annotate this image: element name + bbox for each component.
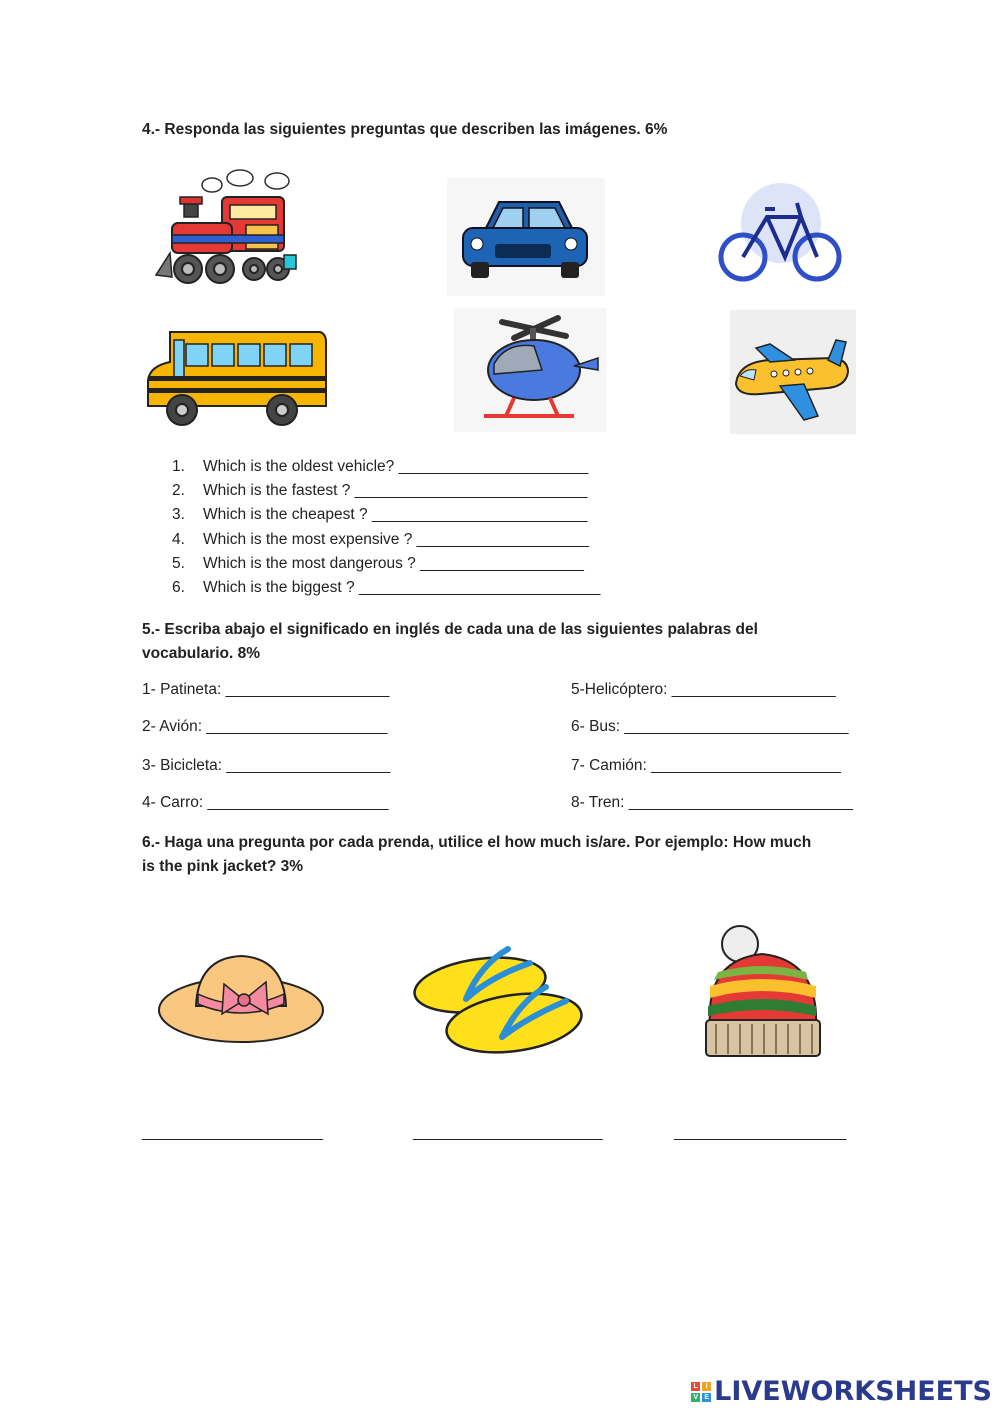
question-number: 2. xyxy=(172,482,185,500)
section-6-heading-cont: is the pink jacket? 3% xyxy=(142,858,304,875)
section-4-heading: 4.- Responda las siguientes preguntas que describen las imágenes. 6% xyxy=(142,121,668,138)
question-text[interactable]: Which is the fastest ? ___________________________ xyxy=(203,482,588,500)
question-number: 3. xyxy=(172,506,185,524)
answer-line[interactable]: _____________________ xyxy=(142,1124,324,1141)
logo-mark-icon: L I V E xyxy=(691,1382,711,1402)
list-item xyxy=(172,555,672,579)
vocab-item[interactable]: 6- Bus: __________________________ xyxy=(571,718,849,735)
question-text[interactable]: Which is the biggest ? ____________________________ xyxy=(203,578,601,596)
airplane-image xyxy=(730,310,856,434)
list-item xyxy=(172,458,672,482)
brand-name: LIVEWORKSHEETS xyxy=(714,1376,992,1407)
vocab-item[interactable]: 5-Helicóptero: ___________________ xyxy=(571,681,836,698)
answer-line[interactable]: ______________________ xyxy=(413,1124,603,1141)
car-image xyxy=(447,178,605,296)
list-item xyxy=(172,482,672,506)
question-text[interactable]: Which is the most expensive ? ____________________ xyxy=(203,530,590,548)
section-5-heading-cont: vocabulario. 8% xyxy=(142,645,261,662)
train-image xyxy=(150,165,305,293)
question-text[interactable]: Which is the oldest vehicle? ______________________ xyxy=(203,458,589,475)
question-number: 6. xyxy=(172,578,185,596)
bicycle-image xyxy=(715,175,845,287)
beanie-image xyxy=(700,920,825,1064)
vocab-item[interactable]: 2- Avión: _____________________ xyxy=(142,718,388,735)
question-list xyxy=(172,458,672,603)
vocab-item[interactable]: 4- Carro: _____________________ xyxy=(142,794,389,811)
list-item xyxy=(172,531,672,555)
question-number: 5. xyxy=(172,554,185,572)
section-5-heading: 5.- Escriba abajo el significado en inglés de cada una de las siguientes palabras del xyxy=(142,621,758,638)
question-number: 4. xyxy=(172,530,185,548)
section-6-heading: 6.- Haga una pregunta por cada prenda, utilice el how much is/are. Por ejemplo: How much xyxy=(142,834,812,851)
liveworksheets-logo xyxy=(691,1376,992,1407)
question-text[interactable]: Which is the most dangerous ? ___________________ xyxy=(203,554,584,572)
vocab-item[interactable]: 7- Camión: ______________________ xyxy=(571,757,841,774)
vocab-item[interactable]: 8- Tren: __________________________ xyxy=(571,794,853,811)
flip-flops-image xyxy=(410,935,586,1061)
sun-hat-image xyxy=(148,910,334,1070)
vocab-item[interactable]: 3- Bicicleta: ___________________ xyxy=(142,757,391,774)
list-item xyxy=(172,506,672,530)
question-text[interactable]: Which is the cheapest ? _________________________ xyxy=(203,506,588,524)
question-number: 1. xyxy=(172,458,185,475)
list-item xyxy=(172,579,672,603)
helicopter-image xyxy=(454,308,606,432)
answer-line[interactable]: ____________________ xyxy=(674,1124,847,1141)
bus-image xyxy=(144,322,328,434)
vocab-item[interactable]: 1- Patineta: ___________________ xyxy=(142,681,390,698)
